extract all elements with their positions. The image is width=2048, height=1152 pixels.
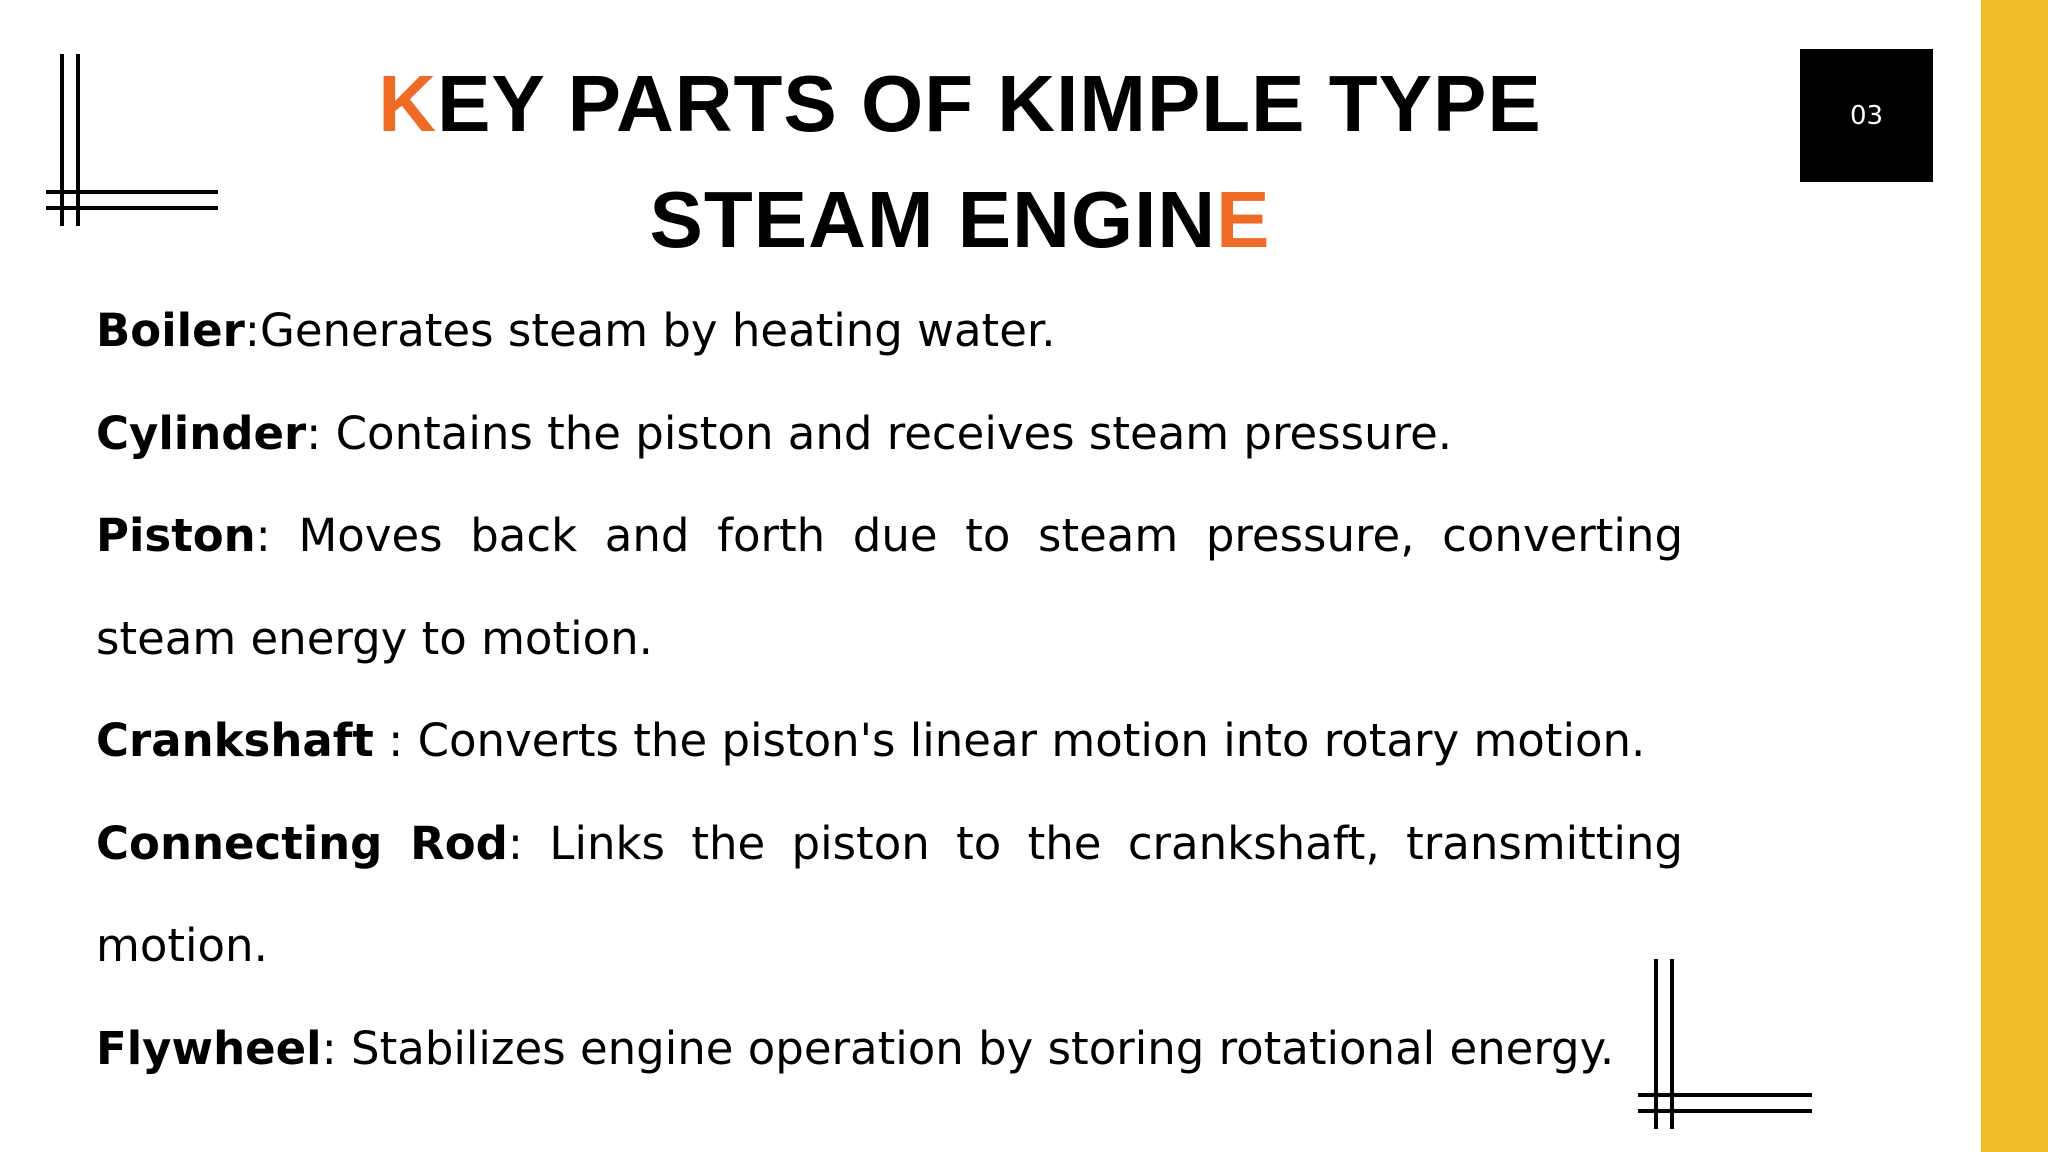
item-separator: : bbox=[255, 509, 299, 562]
corner-lines-top-left bbox=[44, 54, 224, 234]
title-middle: EY PARTS OF KIMPLE TYPE STEAM ENGIN bbox=[437, 59, 1542, 264]
page-number-badge bbox=[1800, 49, 1933, 182]
corner-lines-bottom-right bbox=[1636, 957, 1816, 1137]
item-text: Links the piston to the crankshaft, transmitting motion. bbox=[96, 816, 1683, 972]
item-term: Piston bbox=[96, 509, 256, 562]
page-title bbox=[230, 46, 1690, 278]
list-item bbox=[96, 690, 1683, 793]
item-text: Stabilizes engine operation by storing rotational energy. bbox=[351, 1021, 1615, 1075]
item-separator: : bbox=[306, 406, 336, 460]
item-term: Flywheel bbox=[96, 1021, 322, 1075]
item-term: Cylinder bbox=[96, 406, 307, 460]
key-parts-list bbox=[96, 280, 1683, 1100]
item-text: Converts the piston's linear motion into rotary motion. bbox=[417, 714, 1646, 767]
item-term: Connecting Rod bbox=[96, 816, 508, 870]
item-separator: : bbox=[507, 816, 550, 870]
list-item bbox=[96, 485, 1683, 690]
item-text: Contains the piston and receives steam pressure. bbox=[335, 406, 1453, 460]
item-text: Generates steam by heating water. bbox=[259, 304, 1056, 357]
list-item bbox=[96, 280, 1683, 383]
item-separator: : bbox=[373, 714, 418, 767]
right-accent-bar bbox=[1981, 0, 2048, 1152]
item-separator: : bbox=[321, 1021, 352, 1075]
list-item bbox=[96, 383, 1683, 486]
item-term: Boiler bbox=[96, 304, 245, 357]
title-last-letter: E bbox=[1216, 175, 1271, 264]
title-first-letter: K bbox=[378, 59, 438, 148]
page-number: 03 bbox=[1849, 100, 1884, 131]
item-term: Crankshaft bbox=[96, 714, 374, 767]
list-item bbox=[96, 793, 1683, 998]
list-item bbox=[96, 998, 1683, 1101]
item-separator: : bbox=[244, 304, 260, 357]
item-text: Moves back and forth due to steam pressure, converting steam energy to motion. bbox=[96, 509, 1684, 665]
